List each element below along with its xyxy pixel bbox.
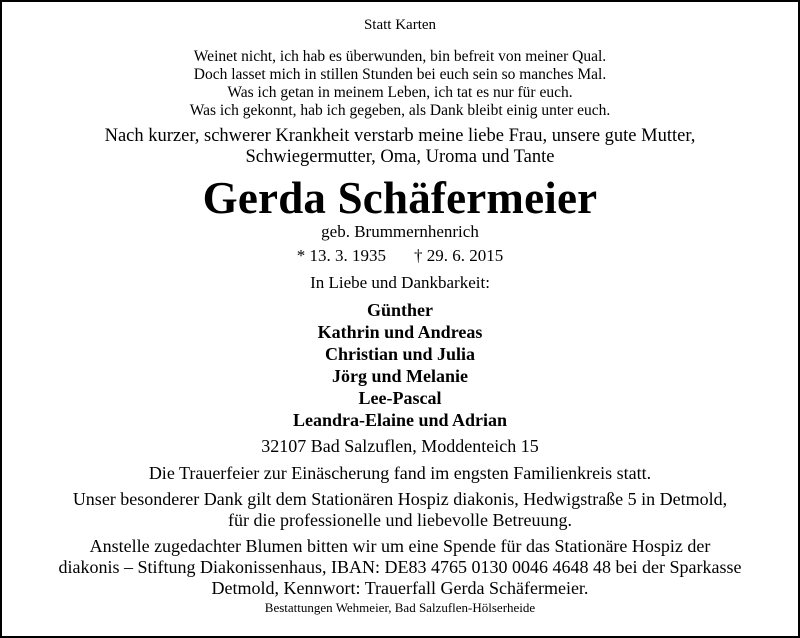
donation-line: Detmold, Kennwort: Trauerfall Gerda Schäfermeier. [211, 578, 589, 598]
poem-line: Doch lasset mich in stillen Stunden bei euch sein so manches Mal. [193, 66, 607, 83]
family-member: Leandra-Elaine und Adrian [292, 410, 508, 430]
donation-line: Anstelle zugedachter Blumen bitten wir um eine Spende für das Stationäre Hospiz der [89, 536, 711, 556]
address: 32107 Bad Salzuflen, Moddenteich 15 [261, 436, 539, 456]
ceremony-note: Die Trauerfeier zur Einäscherung fand im engsten Familienkreis statt. [148, 463, 652, 483]
poem-line: Was ich gekonnt, hab ich gegeben, als Dank bleibt einig unter euch. [189, 102, 611, 119]
life-dates [2, 246, 798, 266]
family-member: Günther [366, 300, 433, 320]
intro-line: Schwiegermutter, Oma, Uroma und Tante [245, 147, 555, 167]
family-member: Lee-Pascal [358, 388, 442, 408]
family-member: Christian und Julia [324, 344, 476, 364]
donation-line: diakonis – Stiftung Diakonissenhaus, IBAN: DE83 4765 0130 0046 4648 48 bei der Sparkasse [58, 557, 742, 577]
dedication: In Liebe und Dankbarkeit: [310, 273, 490, 292]
thanks-line: Unser besonderer Dank gilt dem Stationären Hospiz diakonis, Hedwigstraße 5 in Detmold, [72, 489, 728, 509]
deceased-name: Gerda Schäfermeier [202, 173, 598, 223]
intro-line: Nach kurzer, schwerer Krankheit verstarb meine liebe Frau, unsere gute Mutter, [104, 126, 696, 146]
family-member: Kathrin und Andreas [317, 322, 483, 342]
birth-date: * 13. 3. 1935 [296, 246, 386, 265]
death-date: † 29. 6. 2015 [414, 246, 504, 265]
header-label: Statt Karten [363, 17, 437, 33]
maiden-name: geb. Brummernhenrich [321, 222, 479, 241]
poem-line: Was ich getan in meinem Leben, ich tat es nur für euch. [227, 84, 573, 101]
family-member: Jörg und Melanie [331, 366, 468, 386]
funeral-home: Bestattungen Wehmeier, Bad Salzuflen-Hölserheide [264, 600, 536, 615]
poem-line: Weinet nicht, ich hab es überwunden, bin befreit von meiner Qual. [193, 48, 607, 65]
thanks-line: für die professionelle und liebevolle Betreuung. [228, 510, 572, 530]
